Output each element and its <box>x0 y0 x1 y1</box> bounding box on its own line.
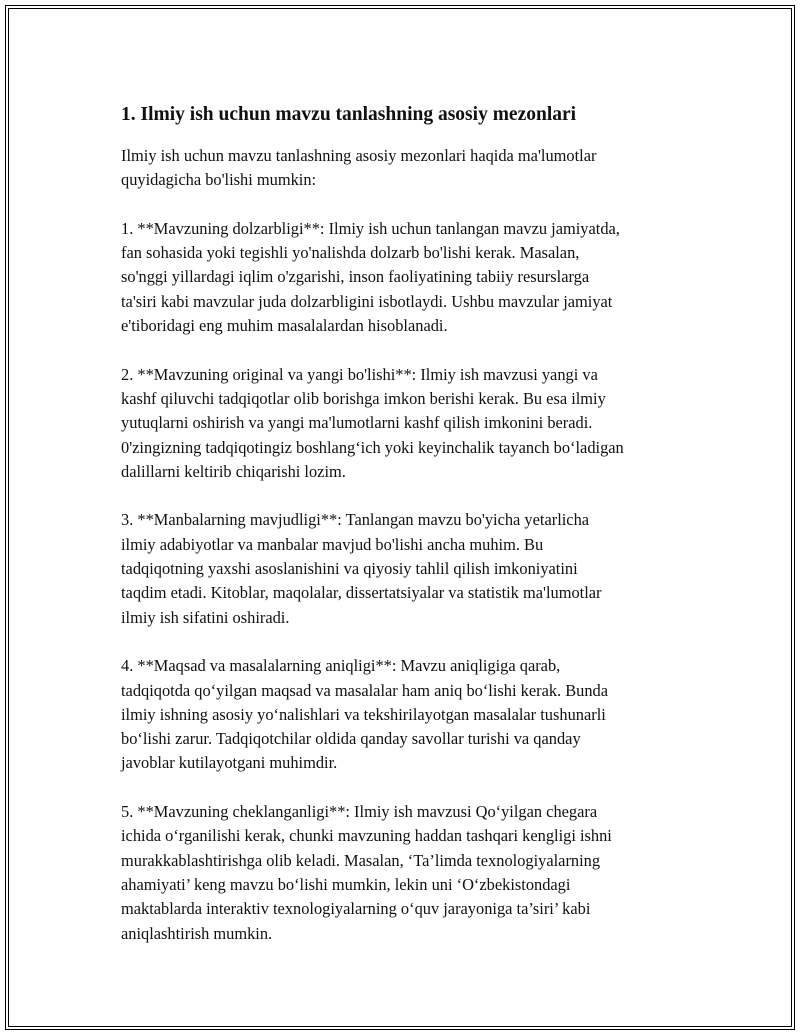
text-line: ilmiy ishning asosiy yo‘nalishlari va tekshirilayotgan masalalar tushunarli <box>121 704 606 724</box>
paragraph-item-1 <box>121 217 721 338</box>
document-content <box>121 101 721 970</box>
paragraph-intro <box>121 144 721 193</box>
text-line: tadqiqotning yaxshi asoslanishini va qiyosiy tahlil qilish imkoniyatini <box>121 559 578 579</box>
text-line: ilmiy adabiyotlar va manbalar mavjud bo'lishi ancha muhim. Bu <box>121 534 544 554</box>
text-line: so'nggi yillardagi iqlim o'zgarishi, inson faoliyatining tabiiy resurslarga <box>121 267 590 287</box>
text-line: tadqiqotda qo‘yilgan maqsad va masalalar ham aniq bo‘lishi kerak. Bunda <box>121 680 609 700</box>
paragraph-item-4 <box>121 654 721 775</box>
text-line: yutuqlarni oshirish va yangi ma'lumotlarni kashf qilish imkonini beradi. <box>121 413 593 433</box>
text-line: fan sohasida yoki tegishli yo'nalishda dolzarb bo'lishi kerak. Masalan, <box>121 243 580 263</box>
text-line: maktablarda interaktiv texnologiyalarning o‘quv jarayoniga ta’siri’ kabi <box>121 899 591 919</box>
text-line: aniqlashtirish mumkin. <box>121 923 273 943</box>
text-line: 2. **Mavzuning original va yangi bo'lishi**: Ilmiy ish mavzusi yangi va <box>121 364 598 384</box>
text-line: ilmiy ish sifatini oshiradi. <box>121 607 290 627</box>
text-line: 3. **Manbalarning mavjudligi**: Tanlangan mavzu bo'yicha yetarlicha <box>121 510 590 530</box>
text-line: 1. **Mavzuning dolzarbligi**: Ilmiy ish uchun tanlangan mavzu jamiyatda, <box>121 218 620 238</box>
paragraph-item-2 <box>121 363 721 484</box>
text-line: ta'siri kabi mavzular juda dolzarbligini isbotlaydi. Ushbu mavzular jamiyat <box>121 291 613 311</box>
text-line: kashf qiluvchi tadqiqotlar olib borishga imkon berishi kerak. Bu esa ilmiy <box>121 388 606 408</box>
text-line: e'tiboridagi eng muhim masalalardan hisoblanadi. <box>121 316 448 336</box>
text-line: ahamiyati’ keng mavzu bo‘lishi mumkin, lekin uni ‘O‘zbekistondagi <box>121 874 571 894</box>
text-line: dalillarni keltirib chiqarishi lozim. <box>121 461 346 481</box>
text-line: quyidagicha bo'lishi mumkin: <box>121 170 317 190</box>
text-line: javoblar kutilayotgani muhimdir. <box>121 753 338 773</box>
document-title: 1. Ilmiy ish uchun mavzu tanlashning asosiy mezonlari <box>121 104 577 125</box>
text-line: 4. **Maqsad va masalalarning aniqligi**: Mavzu aniqligiga qarab, <box>121 656 561 676</box>
text-line: ichida o‘rganilishi kerak, chunki mavzuning haddan tashqari kengligi ishni <box>121 826 612 846</box>
text-line: 0'zingizning tadqiqotingiz boshlang‘ich yoki keyinchalik tayanch bo‘ladigan <box>121 437 624 457</box>
text-line: taqdim etadi. Kitoblar, maqolalar, dissertatsiyalar va statistik ma'lumotlar <box>121 583 602 603</box>
page-border <box>5 5 795 1030</box>
document-body <box>121 144 721 946</box>
text-line: bo‘lishi zarur. Tadqiqotchilar oldida qanday savollar turishi va qanday <box>121 729 581 749</box>
text-line: murakkablashtirishga olib keladi. Masalan, ‘Ta’limda texnologiyalarning <box>121 850 601 870</box>
text-line: Ilmiy ish uchun mavzu tanlashning asosiy mezonlari haqida ma'lumotlar <box>121 146 597 165</box>
paragraph-item-5 <box>121 800 721 946</box>
text-line: 5. **Mavzuning cheklanganligi**: Ilmiy ish mavzusi Qo‘yilgan chegara <box>121 802 598 822</box>
paragraph-item-3 <box>121 508 721 629</box>
